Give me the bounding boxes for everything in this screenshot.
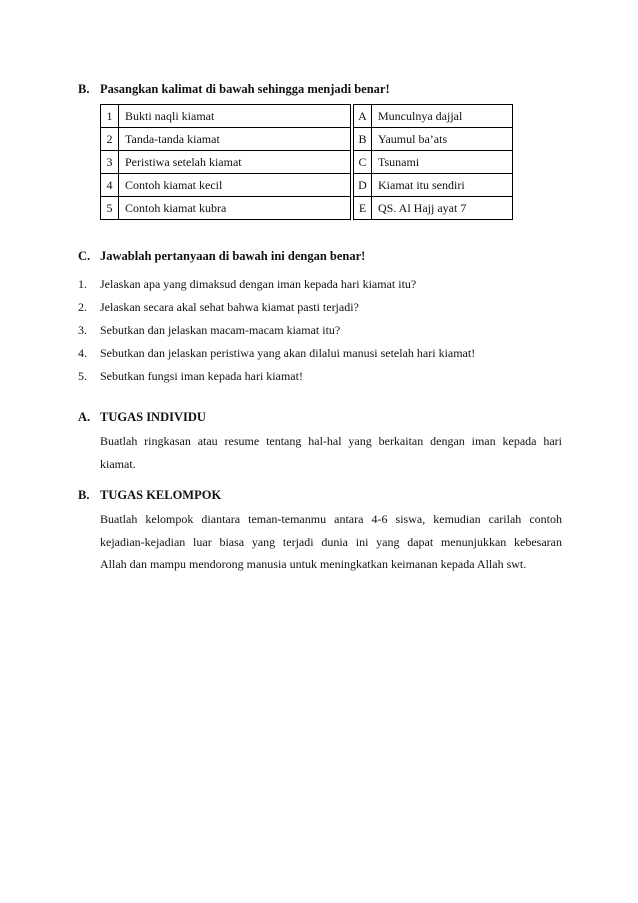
section-c-letter: C.: [78, 249, 91, 263]
row-text: Bukti naqli kiamat: [119, 105, 351, 128]
table-row: [101, 128, 351, 151]
question-text: Sebutkan fungsi iman kepada hari kiamat!: [100, 369, 303, 383]
row-number: 2: [101, 128, 119, 151]
row-text: Contoh kiamat kubra: [119, 197, 351, 220]
row-text: Munculnya dajjal: [372, 105, 513, 128]
row-key: B: [354, 128, 372, 151]
tugas-kelompok-title: TUGAS KELOMPOK: [100, 488, 222, 502]
row-key: D: [354, 174, 372, 197]
row-text: Tanda-tanda kiamat: [119, 128, 351, 151]
question-text: Sebutkan dan jelaskan macam-macam kiamat itu?: [100, 323, 341, 337]
section-b-title: Pasangkan kalimat di bawah sehingga menjadi benar!: [100, 82, 390, 96]
list-item: [78, 346, 578, 369]
paragraph-line: kejadian-kejadian luar biasa yang terjadi dunia ini yang dapat menunjukkan kebesaran: [100, 534, 562, 549]
section-c-heading: [78, 249, 365, 264]
question-text: Jelaskan secara akal sehat bahwa kiamat pasti terjadi?: [100, 300, 359, 314]
paragraph-line: Allah dan mampu mendorong manusia untuk meningkatkan keimanan kepada Allah swt.: [100, 557, 527, 571]
row-number: 4: [101, 174, 119, 197]
paragraph-line: Buatlah kelompok diantara teman-temanmu antara 4-6 siswa, kemudian carilah contoh: [100, 512, 562, 526]
row-text: Tsunami: [372, 151, 513, 174]
table-row: [354, 174, 513, 197]
paragraph-line: Buatlah ringkasan atau resume tentang hal-hal yang berkaitan dengan iman kepada hari: [100, 434, 562, 448]
tugas-individu-heading: [78, 410, 206, 425]
list-item: [78, 369, 578, 392]
section-b-heading: [78, 82, 390, 97]
tugas-kelompok-paragraph: [100, 508, 562, 576]
tugas-individu-letter: A.: [78, 410, 91, 424]
table-row: [354, 151, 513, 174]
section-c-title: Jawablah pertanyaan di bawah ini dengan benar!: [100, 249, 366, 263]
question-number: 1.: [78, 277, 87, 291]
row-text: Kiamat itu sendiri: [372, 174, 513, 197]
row-number: 5: [101, 197, 119, 220]
row-key: A: [354, 105, 372, 128]
row-number: 1: [101, 105, 119, 128]
tugas-kelompok-heading: [78, 488, 221, 503]
question-text: Jelaskan apa yang dimaksud dengan iman kepada hari kiamat itu?: [100, 277, 417, 291]
tugas-kelompok-letter: B.: [78, 488, 90, 502]
table-row: [354, 197, 513, 220]
table-row: [354, 128, 513, 151]
table-row: [101, 151, 351, 174]
table-row: [101, 105, 351, 128]
right-matching-table: [353, 104, 513, 220]
row-text: Peristiwa setelah kiamat: [119, 151, 351, 174]
list-item: [78, 300, 578, 323]
question-text: Sebutkan dan jelaskan peristiwa yang akan dilalui manusi setelah hari kiamat!: [100, 346, 476, 360]
list-item: [78, 323, 578, 346]
question-list: [78, 277, 578, 392]
row-key: E: [354, 197, 372, 220]
row-text: QS. Al Hajj ayat 7: [372, 197, 513, 220]
paragraph-line: kiamat.: [100, 456, 136, 471]
row-number: 3: [101, 151, 119, 174]
tugas-individu-title: TUGAS INDIVIDU: [100, 410, 206, 424]
question-number: 2.: [78, 300, 87, 314]
question-number: 3.: [78, 323, 87, 337]
table-row: [101, 174, 351, 197]
tugas-individu-paragraph: [100, 430, 562, 475]
table-row: [101, 197, 351, 220]
list-item: [78, 277, 578, 300]
row-key: C: [354, 151, 372, 174]
table-row: [354, 105, 513, 128]
row-text: Contoh kiamat kecil: [119, 174, 351, 197]
left-matching-table: [100, 104, 351, 220]
row-text: Yaumul ba’ats: [372, 128, 513, 151]
section-b-letter: B.: [78, 82, 90, 96]
question-number: 5.: [78, 369, 87, 383]
question-number: 4.: [78, 346, 87, 360]
